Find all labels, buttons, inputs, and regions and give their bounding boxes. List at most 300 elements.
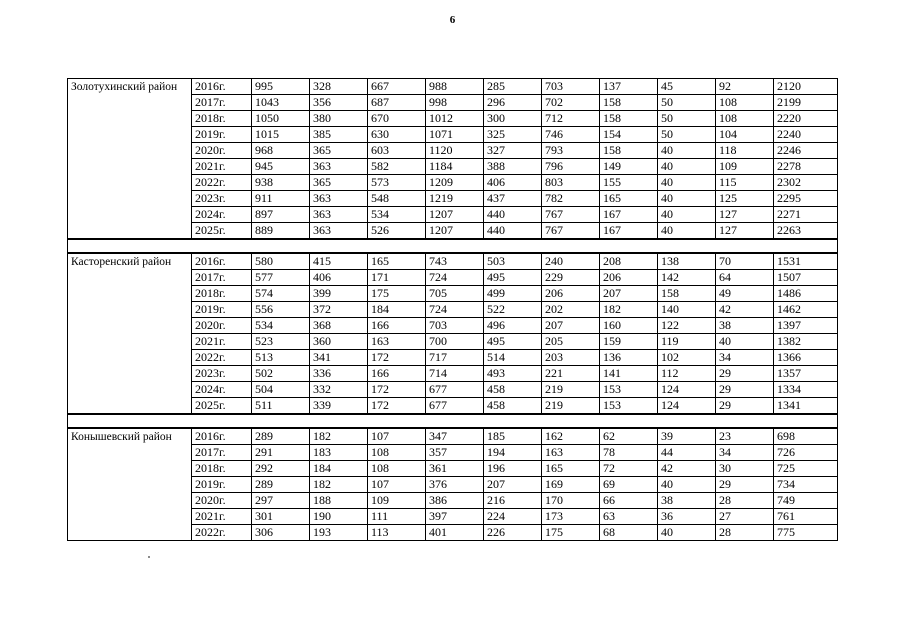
- value-cell: 29: [716, 398, 774, 415]
- value-cell: 196: [484, 461, 542, 477]
- value-cell: 166: [368, 318, 426, 334]
- value-cell: 1341: [774, 398, 838, 415]
- value-cell: 341: [310, 350, 368, 366]
- value-cell: 767: [542, 223, 600, 240]
- value-cell: 363: [310, 159, 368, 175]
- year-cell: 2022г.: [192, 350, 252, 366]
- value-cell: 2120: [774, 79, 838, 95]
- value-cell: 40: [658, 223, 716, 240]
- year-cell: 2023г.: [192, 191, 252, 207]
- value-cell: 2220: [774, 111, 838, 127]
- value-cell: 166: [368, 366, 426, 382]
- value-cell: 360: [310, 334, 368, 350]
- value-cell: 502: [252, 366, 310, 382]
- value-cell: 440: [484, 223, 542, 240]
- value-cell: 224: [484, 509, 542, 525]
- value-cell: 34: [716, 350, 774, 366]
- value-cell: 172: [368, 382, 426, 398]
- year-cell: 2024г.: [192, 207, 252, 223]
- value-cell: 368: [310, 318, 368, 334]
- value-cell: 38: [716, 318, 774, 334]
- value-cell: 1207: [426, 207, 484, 223]
- scan-speck: [148, 556, 150, 558]
- value-cell: 388: [484, 159, 542, 175]
- value-cell: 171: [368, 270, 426, 286]
- value-cell: 40: [658, 143, 716, 159]
- value-cell: 163: [542, 445, 600, 461]
- value-cell: 703: [426, 318, 484, 334]
- table-row: [68, 253, 838, 270]
- year-cell: 2018г.: [192, 286, 252, 302]
- value-cell: 714: [426, 366, 484, 382]
- value-cell: 325: [484, 127, 542, 143]
- value-cell: 216: [484, 493, 542, 509]
- value-cell: 386: [426, 493, 484, 509]
- value-cell: 184: [310, 461, 368, 477]
- value-cell: 339: [310, 398, 368, 415]
- value-cell: 437: [484, 191, 542, 207]
- value-cell: 208: [600, 253, 658, 270]
- value-cell: 40: [716, 334, 774, 350]
- separator-cell: [68, 414, 838, 428]
- year-cell: 2022г.: [192, 175, 252, 191]
- value-cell: 803: [542, 175, 600, 191]
- value-cell: 746: [542, 127, 600, 143]
- value-cell: 380: [310, 111, 368, 127]
- value-cell: 743: [426, 253, 484, 270]
- value-cell: 125: [716, 191, 774, 207]
- table-row: [68, 428, 838, 445]
- value-cell: 289: [252, 428, 310, 445]
- year-cell: 2021г.: [192, 159, 252, 175]
- value-cell: 556: [252, 302, 310, 318]
- year-cell: 2023г.: [192, 366, 252, 382]
- value-cell: 458: [484, 382, 542, 398]
- value-cell: 1012: [426, 111, 484, 127]
- value-cell: 30: [716, 461, 774, 477]
- value-cell: 514: [484, 350, 542, 366]
- value-cell: 495: [484, 270, 542, 286]
- value-cell: 724: [426, 302, 484, 318]
- value-cell: 159: [600, 334, 658, 350]
- value-cell: 2271: [774, 207, 838, 223]
- year-cell: 2025г.: [192, 398, 252, 415]
- year-cell: 2019г.: [192, 127, 252, 143]
- value-cell: 50: [658, 111, 716, 127]
- value-cell: 122: [658, 318, 716, 334]
- value-cell: 158: [600, 143, 658, 159]
- value-cell: 141: [600, 366, 658, 382]
- value-cell: 495: [484, 334, 542, 350]
- value-cell: 64: [716, 270, 774, 286]
- value-cell: 205: [542, 334, 600, 350]
- value-cell: 1050: [252, 111, 310, 127]
- value-cell: 534: [252, 318, 310, 334]
- section-separator-row: [68, 239, 838, 253]
- value-cell: 23: [716, 428, 774, 445]
- value-cell: 165: [542, 461, 600, 477]
- value-cell: 1207: [426, 223, 484, 240]
- value-cell: 63: [600, 509, 658, 525]
- value-cell: 2263: [774, 223, 838, 240]
- forecast-table: [67, 78, 838, 541]
- value-cell: 194: [484, 445, 542, 461]
- value-cell: 726: [774, 445, 838, 461]
- value-cell: 292: [252, 461, 310, 477]
- value-cell: 107: [368, 477, 426, 493]
- value-cell: 207: [600, 286, 658, 302]
- value-cell: 229: [542, 270, 600, 286]
- year-cell: 2020г.: [192, 143, 252, 159]
- value-cell: 504: [252, 382, 310, 398]
- value-cell: 102: [658, 350, 716, 366]
- value-cell: 889: [252, 223, 310, 240]
- value-cell: 172: [368, 398, 426, 415]
- value-cell: 1382: [774, 334, 838, 350]
- value-cell: 499: [484, 286, 542, 302]
- page-number: 6: [449, 14, 456, 26]
- value-cell: 155: [600, 175, 658, 191]
- value-cell: 1507: [774, 270, 838, 286]
- table-row: [68, 79, 838, 95]
- value-cell: 1462: [774, 302, 838, 318]
- value-cell: 496: [484, 318, 542, 334]
- value-cell: 119: [658, 334, 716, 350]
- value-cell: 513: [252, 350, 310, 366]
- year-cell: 2024г.: [192, 382, 252, 398]
- section-separator-row: [68, 414, 838, 428]
- value-cell: 440: [484, 207, 542, 223]
- value-cell: 705: [426, 286, 484, 302]
- value-cell: 968: [252, 143, 310, 159]
- value-cell: 1015: [252, 127, 310, 143]
- value-cell: 734: [774, 477, 838, 493]
- value-cell: 193: [310, 525, 368, 541]
- value-cell: 165: [368, 253, 426, 270]
- value-cell: 363: [310, 191, 368, 207]
- value-cell: 336: [310, 366, 368, 382]
- value-cell: 291: [252, 445, 310, 461]
- value-cell: 109: [716, 159, 774, 175]
- value-cell: 793: [542, 143, 600, 159]
- value-cell: 365: [310, 175, 368, 191]
- value-cell: 2278: [774, 159, 838, 175]
- value-cell: 717: [426, 350, 484, 366]
- value-cell: 1334: [774, 382, 838, 398]
- value-cell: 289: [252, 477, 310, 493]
- value-cell: 221: [542, 366, 600, 382]
- value-cell: 70: [716, 253, 774, 270]
- value-cell: 124: [658, 398, 716, 415]
- value-cell: 296: [484, 95, 542, 111]
- value-cell: 172: [368, 350, 426, 366]
- value-cell: 2199: [774, 95, 838, 111]
- value-cell: 1219: [426, 191, 484, 207]
- value-cell: 301: [252, 509, 310, 525]
- value-cell: 149: [600, 159, 658, 175]
- value-cell: 703: [542, 79, 600, 95]
- value-cell: 363: [310, 207, 368, 223]
- value-cell: 2246: [774, 143, 838, 159]
- value-cell: 45: [658, 79, 716, 95]
- value-cell: 219: [542, 382, 600, 398]
- value-cell: 1366: [774, 350, 838, 366]
- value-cell: 42: [658, 461, 716, 477]
- value-cell: 40: [658, 525, 716, 541]
- value-cell: 115: [716, 175, 774, 191]
- value-cell: 42: [716, 302, 774, 318]
- value-cell: 285: [484, 79, 542, 95]
- value-cell: 108: [368, 461, 426, 477]
- value-cell: 27: [716, 509, 774, 525]
- value-cell: 158: [600, 111, 658, 127]
- value-cell: 207: [484, 477, 542, 493]
- value-cell: 124: [658, 382, 716, 398]
- year-cell: 2021г.: [192, 334, 252, 350]
- value-cell: 670: [368, 111, 426, 127]
- year-cell: 2020г.: [192, 493, 252, 509]
- value-cell: 702: [542, 95, 600, 111]
- value-cell: 327: [484, 143, 542, 159]
- value-cell: 667: [368, 79, 426, 95]
- value-cell: 988: [426, 79, 484, 95]
- value-cell: 44: [658, 445, 716, 461]
- value-cell: 109: [368, 493, 426, 509]
- value-cell: 332: [310, 382, 368, 398]
- value-cell: 92: [716, 79, 774, 95]
- value-cell: 548: [368, 191, 426, 207]
- value-cell: 240: [542, 253, 600, 270]
- value-cell: 1397: [774, 318, 838, 334]
- value-cell: 175: [368, 286, 426, 302]
- value-cell: 361: [426, 461, 484, 477]
- value-cell: 66: [600, 493, 658, 509]
- value-cell: 493: [484, 366, 542, 382]
- value-cell: 50: [658, 95, 716, 111]
- year-cell: 2018г.: [192, 111, 252, 127]
- value-cell: 49: [716, 286, 774, 302]
- value-cell: 526: [368, 223, 426, 240]
- value-cell: 137: [600, 79, 658, 95]
- year-cell: 2017г.: [192, 95, 252, 111]
- value-cell: 40: [658, 207, 716, 223]
- value-cell: 406: [310, 270, 368, 286]
- value-cell: 1357: [774, 366, 838, 382]
- value-cell: 603: [368, 143, 426, 159]
- value-cell: 522: [484, 302, 542, 318]
- value-cell: 911: [252, 191, 310, 207]
- value-cell: 108: [716, 95, 774, 111]
- value-cell: 175: [542, 525, 600, 541]
- value-cell: 154: [600, 127, 658, 143]
- value-cell: 945: [252, 159, 310, 175]
- value-cell: 399: [310, 286, 368, 302]
- value-cell: 29: [716, 477, 774, 493]
- value-cell: 577: [252, 270, 310, 286]
- value-cell: 372: [310, 302, 368, 318]
- value-cell: 78: [600, 445, 658, 461]
- value-cell: 68: [600, 525, 658, 541]
- value-cell: 582: [368, 159, 426, 175]
- value-cell: 2302: [774, 175, 838, 191]
- year-cell: 2016г.: [192, 428, 252, 445]
- value-cell: 104: [716, 127, 774, 143]
- value-cell: 108: [368, 445, 426, 461]
- value-cell: 185: [484, 428, 542, 445]
- value-cell: 458: [484, 398, 542, 415]
- value-cell: 328: [310, 79, 368, 95]
- value-cell: 503: [484, 253, 542, 270]
- year-cell: 2021г.: [192, 509, 252, 525]
- year-cell: 2019г.: [192, 477, 252, 493]
- value-cell: 2240: [774, 127, 838, 143]
- value-cell: 160: [600, 318, 658, 334]
- value-cell: 167: [600, 207, 658, 223]
- value-cell: 190: [310, 509, 368, 525]
- value-cell: 712: [542, 111, 600, 127]
- value-cell: 40: [658, 477, 716, 493]
- value-cell: 203: [542, 350, 600, 366]
- value-cell: 167: [600, 223, 658, 240]
- year-cell: 2017г.: [192, 445, 252, 461]
- value-cell: 182: [310, 428, 368, 445]
- value-cell: 173: [542, 509, 600, 525]
- value-cell: 113: [368, 525, 426, 541]
- value-cell: 112: [658, 366, 716, 382]
- value-cell: 306: [252, 525, 310, 541]
- value-cell: 28: [716, 493, 774, 509]
- value-cell: 534: [368, 207, 426, 223]
- value-cell: 206: [600, 270, 658, 286]
- value-cell: 28: [716, 525, 774, 541]
- value-cell: 938: [252, 175, 310, 191]
- value-cell: 573: [368, 175, 426, 191]
- year-cell: 2017г.: [192, 270, 252, 286]
- value-cell: 118: [716, 143, 774, 159]
- value-cell: 202: [542, 302, 600, 318]
- value-cell: 108: [716, 111, 774, 127]
- value-cell: 385: [310, 127, 368, 143]
- value-cell: 297: [252, 493, 310, 509]
- value-cell: 677: [426, 398, 484, 415]
- value-cell: 219: [542, 398, 600, 415]
- value-cell: 40: [658, 159, 716, 175]
- value-cell: 170: [542, 493, 600, 509]
- value-cell: 188: [310, 493, 368, 509]
- year-cell: 2016г.: [192, 253, 252, 270]
- value-cell: 184: [368, 302, 426, 318]
- value-cell: 207: [542, 318, 600, 334]
- value-cell: 347: [426, 428, 484, 445]
- value-cell: 397: [426, 509, 484, 525]
- value-cell: 376: [426, 477, 484, 493]
- value-cell: 153: [600, 398, 658, 415]
- district-name-cell: Золотухинский район: [68, 79, 192, 240]
- value-cell: 107: [368, 428, 426, 445]
- value-cell: 40: [658, 175, 716, 191]
- value-cell: 406: [484, 175, 542, 191]
- value-cell: 523: [252, 334, 310, 350]
- value-cell: 127: [716, 207, 774, 223]
- value-cell: 1486: [774, 286, 838, 302]
- value-cell: 677: [426, 382, 484, 398]
- value-cell: 1120: [426, 143, 484, 159]
- value-cell: 183: [310, 445, 368, 461]
- value-cell: 2295: [774, 191, 838, 207]
- value-cell: 630: [368, 127, 426, 143]
- value-cell: 1209: [426, 175, 484, 191]
- year-cell: 2020г.: [192, 318, 252, 334]
- value-cell: 226: [484, 525, 542, 541]
- value-cell: 29: [716, 366, 774, 382]
- value-cell: 1531: [774, 253, 838, 270]
- value-cell: 165: [600, 191, 658, 207]
- value-cell: 897: [252, 207, 310, 223]
- value-cell: 415: [310, 253, 368, 270]
- value-cell: 163: [368, 334, 426, 350]
- value-cell: 700: [426, 334, 484, 350]
- value-cell: 796: [542, 159, 600, 175]
- value-cell: 782: [542, 191, 600, 207]
- value-cell: 136: [600, 350, 658, 366]
- value-cell: 162: [542, 428, 600, 445]
- value-cell: 182: [310, 477, 368, 493]
- separator-cell: [68, 239, 838, 253]
- value-cell: 29: [716, 382, 774, 398]
- value-cell: 1071: [426, 127, 484, 143]
- value-cell: 749: [774, 493, 838, 509]
- value-cell: 356: [310, 95, 368, 111]
- value-cell: 140: [658, 302, 716, 318]
- value-cell: 36: [658, 509, 716, 525]
- value-cell: 182: [600, 302, 658, 318]
- value-cell: 365: [310, 143, 368, 159]
- value-cell: 363: [310, 223, 368, 240]
- value-cell: 1043: [252, 95, 310, 111]
- value-cell: 995: [252, 79, 310, 95]
- value-cell: 574: [252, 286, 310, 302]
- year-cell: 2025г.: [192, 223, 252, 240]
- value-cell: 158: [600, 95, 658, 111]
- value-cell: 206: [542, 286, 600, 302]
- value-cell: 357: [426, 445, 484, 461]
- value-cell: 142: [658, 270, 716, 286]
- value-cell: 775: [774, 525, 838, 541]
- district-name-cell: Касторенский район: [68, 253, 192, 414]
- value-cell: 39: [658, 428, 716, 445]
- value-cell: 725: [774, 461, 838, 477]
- year-cell: 2019г.: [192, 302, 252, 318]
- value-cell: 724: [426, 270, 484, 286]
- value-cell: 69: [600, 477, 658, 493]
- value-cell: 687: [368, 95, 426, 111]
- value-cell: 698: [774, 428, 838, 445]
- value-cell: 72: [600, 461, 658, 477]
- value-cell: 62: [600, 428, 658, 445]
- value-cell: 40: [658, 191, 716, 207]
- value-cell: 998: [426, 95, 484, 111]
- value-cell: 761: [774, 509, 838, 525]
- district-name-cell: Конышевский район: [68, 428, 192, 541]
- table-body: [68, 79, 838, 541]
- value-cell: 153: [600, 382, 658, 398]
- value-cell: 38: [658, 493, 716, 509]
- value-cell: 169: [542, 477, 600, 493]
- value-cell: 50: [658, 127, 716, 143]
- year-cell: 2016г.: [192, 79, 252, 95]
- value-cell: 138: [658, 253, 716, 270]
- value-cell: 34: [716, 445, 774, 461]
